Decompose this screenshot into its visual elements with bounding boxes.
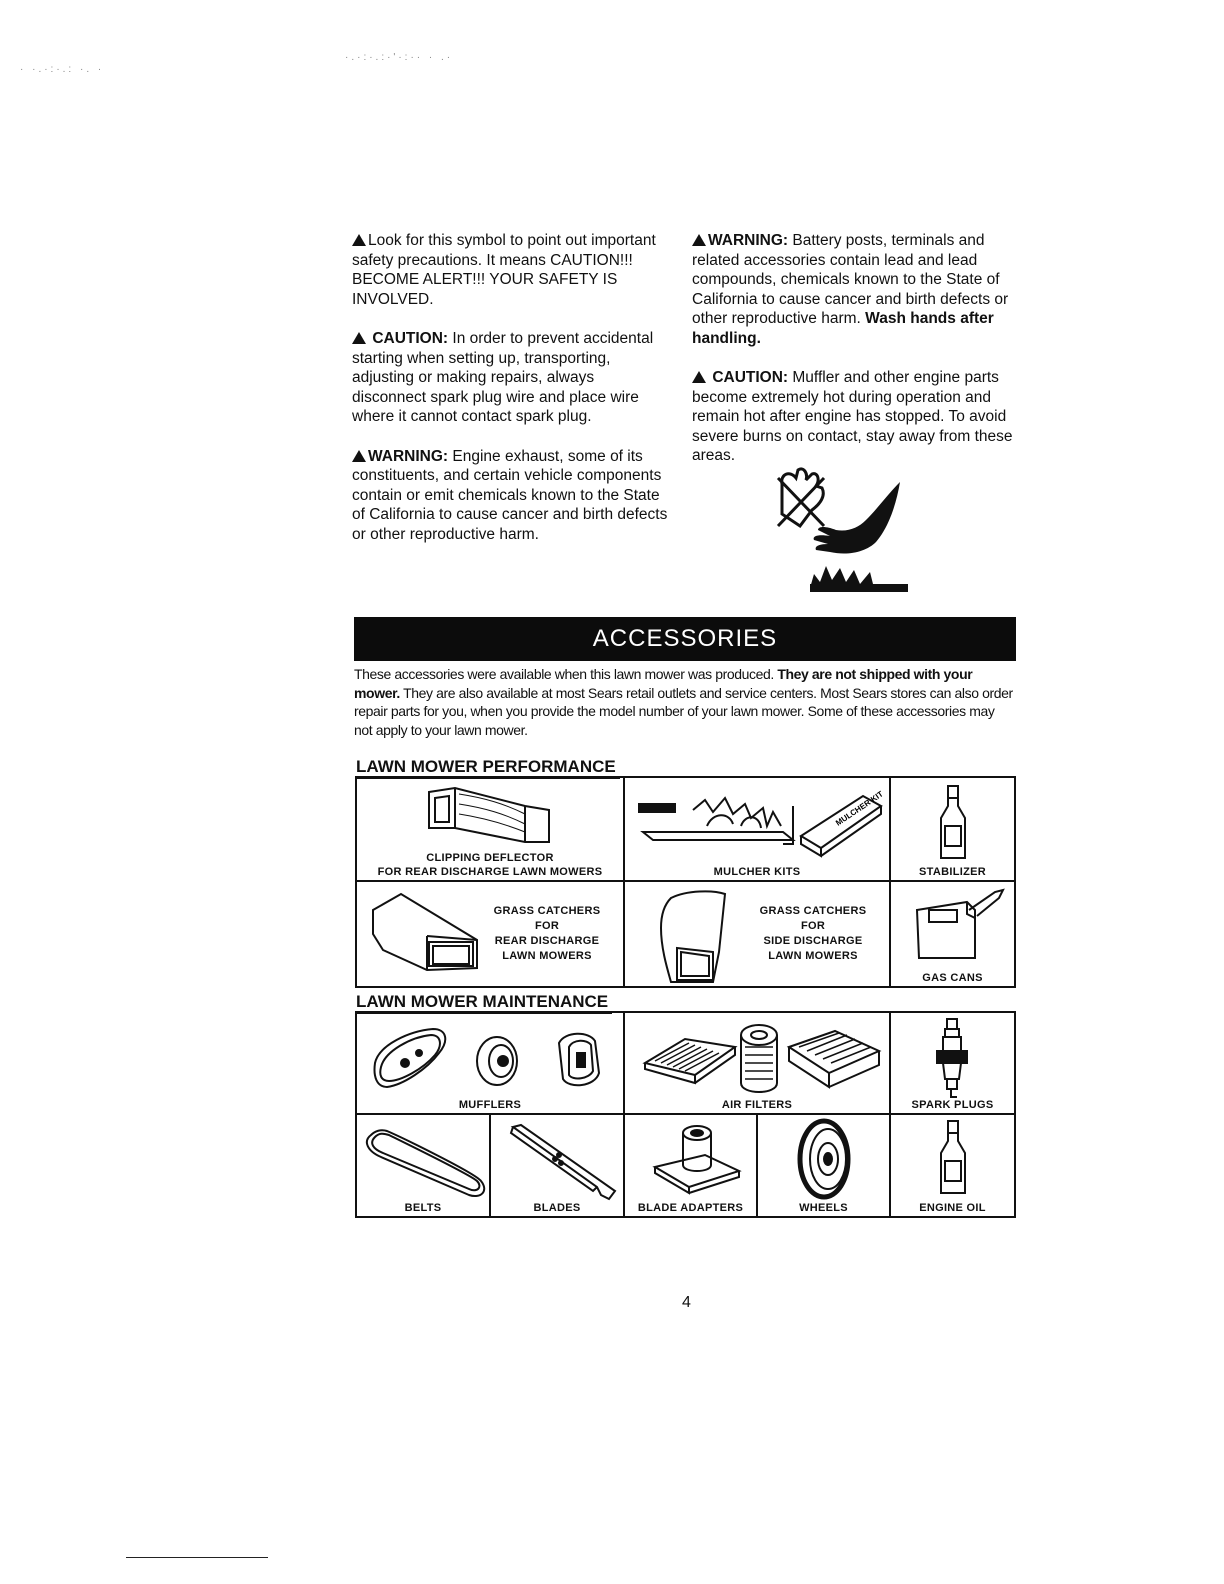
blade-icon [497,1121,621,1201]
mulcher-box-text: MULCHER KIT [834,789,885,828]
performance-heading: LAWN MOWER PERFORMANCE [356,757,620,779]
belt-icon [361,1121,489,1199]
mulcher-kit-icon [633,782,889,858]
spark-plugs-label: SPARK PLUGS [911,1099,994,1111]
footer-rule [126,1557,268,1558]
warning-battery: WARNING: Battery posts, terminals and related accessories contain lead and lead compounds, chemicals known to the State of California to cause cancer and birth defects or other reproductive harm. Wash hands after handling. [692,232,1009,347]
accessories-banner: ACCESSORIES [354,617,1016,661]
bottle-icon [937,784,969,864]
scan-specks: · ·.·:·.: ·. · [20,64,105,75]
air-filters-label: AIR FILTERS [721,1099,793,1111]
oil-bottle-icon [937,1119,969,1199]
stabilizer-cell [891,778,1014,882]
scan-specks: ·.·:·.:·'·:·· · .· [345,52,454,63]
blades-cell [491,1115,625,1216]
caution-hot-parts: CAUTION: Muffler and other engine parts become extremely hot during operation and remain hot after engine has stopped. To avoid severe burns on contact, stay away from these areas. [692,369,1013,464]
gas-can-icon [911,884,1007,964]
maintenance-grid [355,1011,1016,1218]
clipping-deflector-label-1: CLIPPING DEFLECTOR [426,852,554,864]
safety-symbol-note: Look for this symbol to point out important safety precautions. It means CAUTION!!! BECOME ALERT!!! YOUR SAFETY IS INVOLVED. [352,232,656,308]
engine-oil-cell [891,1115,1014,1216]
grass-catcher-rear-cell [357,882,625,986]
grass-catcher-side-cell [625,882,891,986]
muffler-icon [369,1023,619,1097]
grass-catcher-side-icon [657,888,729,984]
page-number: 4 [682,1294,691,1311]
mulcher-kits-label: MULCHER KITS [713,866,801,878]
air-filter-icon [639,1017,885,1101]
safety-alert-icon [352,234,366,246]
blades-label: BLADES [533,1202,581,1214]
blade-adapters-cell [625,1115,758,1216]
engine-oil-label: ENGINE OIL [919,1202,986,1214]
belts-cell [357,1115,491,1216]
grass-catcher-rear-icon [367,890,479,982]
safety-alert-icon [352,332,366,344]
clipping-deflector-label-2: FOR REAR DISCHARGE LAWN MOWERS [377,866,603,878]
right-column [692,231,1017,466]
gas-cans-label: GAS CANS [922,972,983,984]
air-filters-cell [625,1013,891,1115]
wheels-cell [758,1115,891,1216]
left-column [352,231,672,544]
clipping-deflector-icon [425,784,555,848]
mufflers-cell [357,1013,625,1115]
safety-alert-icon [692,371,706,383]
warning-exhaust: WARNING: Engine exhaust, some of its constituents, and certain vehicle components contain or emit chemicals known to the State of California to cause cancer and birth defects or other reproductive harm. [352,447,668,543]
belts-label: BELTS [404,1202,442,1214]
grass-catcher-rear-label: GRASS CATCHERS FOR REAR DISCHARGE LAWN MOWERS [493,905,601,962]
clipping-deflector-cell [357,778,625,882]
safety-alert-icon [692,234,706,246]
spark-plug-icon [929,1017,975,1099]
performance-grid [355,776,1016,988]
stabilizer-label: STABILIZER [919,866,986,878]
gas-cans-cell [891,882,1014,986]
blade-adapter-icon [647,1121,747,1201]
wheels-label: WHEELS [799,1202,848,1214]
blade-adapters-label: BLADE ADAPTERS [637,1202,744,1214]
accessories-intro: These accessories were available when this lawn mower was produced. They are not shipped with your mower. They are also available at most Sears retail outlets and service centers. Most Sears stores can also order repair parts for you, when you provide the model number of your lawn mower. Some of these accessories may not apply to your lawn mower. [354,666,1013,738]
hot-surface-icon [770,466,910,596]
grass-catcher-side-label: GRASS CATCHERS FOR SIDE DISCHARGE LAWN MOWERS [759,905,867,962]
caution-spark-plug: CAUTION: In order to prevent accidental starting when setting up, transporting, adjusting or making repairs, always disconnect spark plug wire and place wire where it cannot contact spark plug. [352,330,654,425]
mufflers-label: MUFFLERS [458,1099,522,1111]
wheel-icon [794,1117,858,1201]
safety-alert-icon [352,450,366,462]
maintenance-heading: LAWN MOWER MAINTENANCE [356,992,612,1014]
spark-plugs-cell [891,1013,1014,1115]
mulcher-kits-cell [625,778,891,882]
